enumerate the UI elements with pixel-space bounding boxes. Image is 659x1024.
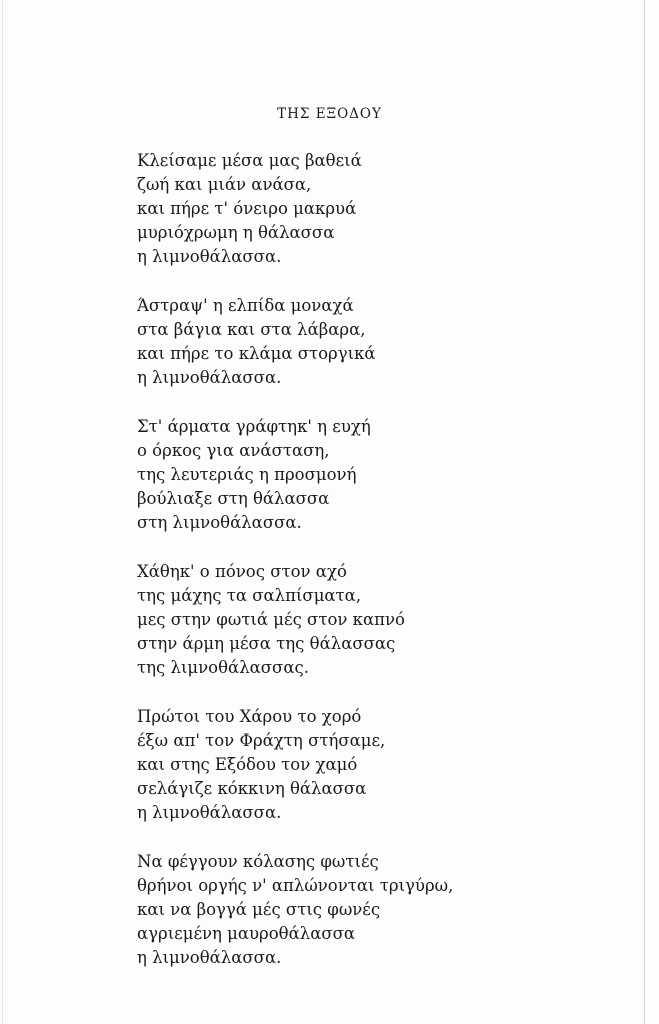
- poem-line: της μάχης τα σαλπίσματα,: [137, 585, 362, 605]
- poem-line: της λευτεριάς η προσμονή: [137, 465, 357, 485]
- poem-line: της λιμνοθάλασσας.: [137, 658, 309, 678]
- poem-line: η λιμνοθάλασσα.: [137, 948, 282, 968]
- poem-line: η λιμνοθάλασσα.: [137, 247, 282, 267]
- stanza-5: [137, 705, 637, 825]
- poem-line: και στης Εξόδου τον χαμό: [137, 754, 358, 774]
- poem-line: στη λιμνοθάλασσα.: [137, 513, 302, 533]
- stanza-3: [137, 415, 637, 535]
- stanza-6: [137, 850, 637, 970]
- poem-line: Στ' άρματα γράφτηκ' η ευχή: [137, 416, 371, 436]
- poem-line: μυριόχρωμη η θάλασσα: [137, 223, 335, 243]
- poem-line: Άστραψ' η ελπίδα μοναχά: [137, 295, 354, 315]
- poem-line: μες στην φωτιά μές στον καπνό: [137, 610, 405, 629]
- poem-title: ΤΗΣ ΕΞΟΔΟΥ: [277, 106, 382, 122]
- stanza-1: [137, 149, 637, 269]
- page-edge-left: [2, 0, 3, 1024]
- poem-line: και πήρε τ' όνειρο μακρυά: [137, 199, 357, 219]
- poem-line: βούλιαξε στη θάλασσα: [137, 489, 330, 509]
- stanza-4: [137, 560, 637, 680]
- poem-line: στην άρμη μέσα της θάλασσας: [137, 634, 396, 654]
- poem-line: η λιμνοθάλασσα.: [137, 803, 282, 823]
- poem-line: Κλείσαμε μέσα μας βαθειά: [137, 151, 362, 170]
- poem-line: και πήρε το κλάμα στοργικά: [137, 344, 376, 364]
- poem-line: αγριεμένη μαυροθάλασσα: [137, 924, 356, 944]
- poem-line: Να φέγγουν κόλασης φωτιές: [137, 851, 379, 871]
- poem-line: Χάθηκ' ο πόνος στον αχό: [137, 561, 347, 581]
- poem-body: [137, 149, 637, 995]
- poem-line: και να βογγά μές στις φωνές: [137, 899, 381, 919]
- poem-line: ζωή και μιάν ανάσα,: [137, 175, 312, 195]
- poem-line: Πρώτοι του Χάρου το χορό: [137, 706, 362, 726]
- poem-line: στα βάγια και στα λάβαρα,: [137, 320, 366, 340]
- poem-line: έξω απ' τον Φράχτη στήσαμε,: [137, 730, 386, 750]
- stanza-2: [137, 294, 637, 390]
- poem-line: σελάγιζε κόκκινη θάλασσα: [137, 779, 367, 799]
- page-edge-right: [644, 0, 645, 1024]
- poem-line: η λιμνοθάλασσα.: [137, 368, 282, 388]
- poem-line: ο όρκος για ανάσταση,: [137, 440, 330, 460]
- poem-line: θρήνοι οργής ν' απλώνονται τριγύρω,: [137, 875, 454, 895]
